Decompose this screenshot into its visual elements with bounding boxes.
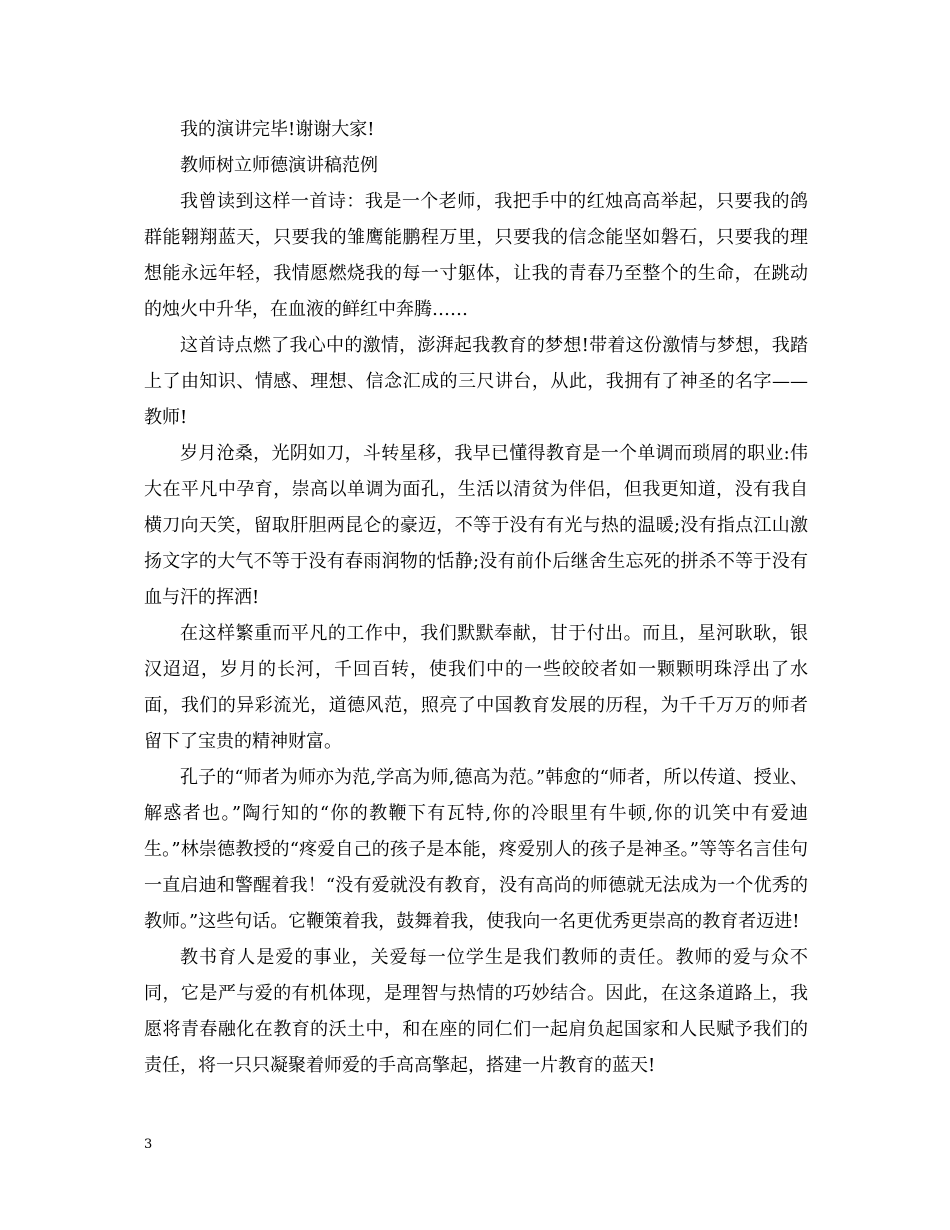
section-title: 教师树立师德演讲稿范例 xyxy=(180,155,378,176)
document-body xyxy=(144,112,808,1084)
page-number: 3 xyxy=(144,1137,153,1152)
paragraph-devotion: 在这样繁重而平凡的工作中，我们默默奉献，甘于付出。而且，星河耿耿，银汉迢迢，岁月的长河，千回百转，使我们中的一些皎皎者如一颗颗明珠浮出了水面，我们的异彩流光，道德风范，照亮了中国教育发展的历程，为千千万万的师者留下了宝贵的精神财富。 xyxy=(144,623,808,752)
paragraph-passion: 这首诗点燃了我心中的激情，澎湃起我教育的梦想!带着这份激情与梦想，我踏上了由知识、情感、理想、信念汇成的三尺讲台，从此，我拥有了神圣的名字——教师! xyxy=(144,335,808,428)
paragraph-years: 岁月沧桑，光阴如刀，斗转星移，我早已懂得教育是一个单调而琐屑的职业:伟大在平凡中孕育，崇高以单调为面孔，生活以清贫为伴侣，但我更知道，没有我自横刀向天笑，留取肝胆两昆仑的豪迈，不等于没有有光与热的温暖;没有指点江山激扬文字的大气不等于没有春雨润物的恬静;没有前仆后继舍生忘死的拼杀不等于没有血与汗的挥洒! xyxy=(144,443,808,608)
paragraph-closing-remark: 我的演讲完毕!谢谢大家! xyxy=(180,119,375,140)
paragraph-conclusion: 教书育人是爱的事业，关爱每一位学生是我们教师的责任。教师的爱与众不同，它是严与爱的有机体现，是理智与热情的巧妙结合。因此，在这条道路上，我愿将青春融化在教育的沃土中，和在座的同仁们一起肩负起国家和人民赋予我们的责任，将一只只凝聚着师爱的手高高擎起，搭建一片教育的蓝天! xyxy=(144,947,808,1076)
paragraph-quotes: 孔子的“师者为师亦为范,学高为师,德高为范。”韩愈的“师者，所以传道、授业、解惑者也。”陶行知的“你的教鞭下有瓦特,你的冷眼里有牛顿,你的讥笑中有爱迪生。”林崇德教授的“疼爱自己的孩子是本能，疼爱别人的孩子是神圣。”等等名言佳句一直启迪和警醒着我！“没有爱就没有教育，没有高尚的师德就无法成为一个优秀的教师。”这些句话。它鞭策着我，鼓舞着我，使我向一名更优秀更崇高的教育者迈进! xyxy=(144,767,808,932)
paragraph-poem: 我曾读到这样一首诗：我是一个老师，我把手中的红烛高高举起，只要我的鸽群能翱翔蓝天，只要我的雏鹰能鹏程万里，只要我的信念能坚如磐石，只要我的理想能永远年轻，我情愿燃烧我的每一寸躯体，让我的青春乃至整个的生命，在跳动的烛火中升华，在血液的鲜红中奔腾…… xyxy=(144,191,808,320)
